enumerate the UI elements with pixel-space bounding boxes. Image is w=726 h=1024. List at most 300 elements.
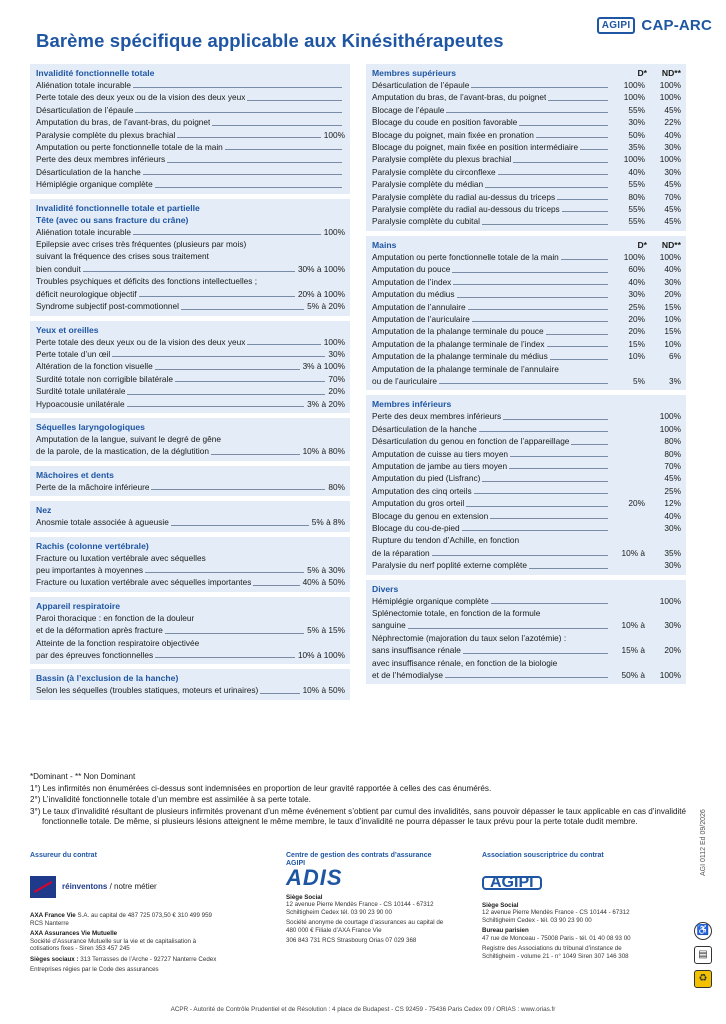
rate-dominant: 100% bbox=[623, 80, 645, 90]
rate-label: Désarticulation de la hanche bbox=[372, 423, 477, 434]
rate-row bbox=[372, 485, 681, 497]
rate-row bbox=[36, 348, 345, 360]
section-left-2 bbox=[30, 321, 350, 413]
rate-row bbox=[372, 153, 681, 165]
section-right-0 bbox=[366, 64, 686, 231]
rate-row bbox=[36, 433, 345, 445]
rate-value: 100% bbox=[323, 129, 345, 140]
rate-dominant: 55% bbox=[628, 104, 645, 115]
rate-non-dominant: 30% bbox=[664, 276, 681, 287]
brand-header bbox=[597, 17, 712, 34]
dotted-leader bbox=[452, 272, 608, 273]
section-title bbox=[36, 504, 345, 516]
rate-label: Paralysie complète du plexus brachial bbox=[372, 154, 512, 165]
footer-block bbox=[30, 852, 670, 1002]
dotted-leader bbox=[127, 394, 325, 395]
dotted-leader bbox=[561, 259, 608, 260]
rate-non-dominant: 45% bbox=[664, 204, 681, 215]
rate-non-dominant: 45% bbox=[664, 216, 681, 227]
rate-non-dominant: 45% bbox=[664, 179, 681, 190]
dotted-leader bbox=[260, 693, 299, 694]
rate-non-dominant: 100% bbox=[659, 423, 681, 434]
section-title bbox=[36, 540, 345, 552]
dotted-leader bbox=[462, 530, 608, 531]
rate-dominant: 15% bbox=[628, 338, 645, 349]
rate-non-dominant: 30% bbox=[664, 523, 681, 533]
dotted-leader bbox=[211, 454, 300, 455]
rate-value: 5% à 30% bbox=[307, 564, 345, 575]
dotted-leader bbox=[139, 296, 295, 297]
rate-row bbox=[36, 649, 345, 661]
footer-manager-heading: Centre de gestion des contrats d’assurance AGIPI bbox=[286, 852, 432, 867]
rate-label: et de l’hémodialyse bbox=[372, 670, 444, 681]
rate-label: Atteinte de la fonction respiratoire objectivée bbox=[36, 637, 200, 648]
rate-non-dominant: 80% bbox=[664, 436, 681, 447]
rate-dominant: 60% bbox=[628, 264, 645, 275]
dotted-leader bbox=[519, 125, 608, 126]
section-title-text: Invalidité fonctionnelle totale et partielle bbox=[36, 202, 200, 213]
rate-row bbox=[36, 79, 345, 91]
dotted-leader bbox=[468, 309, 608, 310]
section-title-text: Divers bbox=[372, 583, 399, 594]
rate-row bbox=[36, 300, 345, 312]
rate-row bbox=[372, 559, 681, 571]
rate-label: Néphrectomie (majoration du taux selon l’azotémie) : bbox=[372, 632, 567, 643]
agipi-paris-office: Bureau parisien 47 rue de Monceau - 75008 Paris - tél. 01 40 08 93 00 bbox=[482, 927, 631, 942]
rate-non-dominant: 6% bbox=[669, 351, 681, 362]
rate-dominant: 80% bbox=[628, 191, 645, 202]
rate-row bbox=[372, 595, 681, 607]
dotted-leader bbox=[171, 525, 309, 526]
rate-row bbox=[36, 178, 345, 190]
rate-row bbox=[372, 203, 681, 215]
rate-row bbox=[372, 325, 681, 337]
rate-row bbox=[372, 607, 681, 619]
rate-dominant: 20% bbox=[628, 498, 645, 509]
rate-row bbox=[372, 669, 681, 681]
axa-logo bbox=[30, 876, 220, 898]
page-title: Barème spécifique applicable aux Kinésithérapeutes bbox=[36, 30, 504, 51]
rate-non-dominant: 80% bbox=[664, 448, 681, 459]
rate-label: Blocage du genou en extension bbox=[372, 510, 489, 521]
footer-insurer bbox=[30, 852, 220, 974]
rate-label: Paralysie complète du cubital bbox=[372, 216, 480, 227]
rate-label: Amputation de cuisse au tiers moyen bbox=[372, 448, 509, 459]
section-title bbox=[36, 67, 345, 79]
rate-value: 10% à 80% bbox=[302, 446, 345, 457]
rate-label: Amputation ou perte fonctionnelle totale de la main bbox=[36, 142, 223, 153]
rate-value: 5% à 15% bbox=[307, 625, 345, 636]
rate-row bbox=[372, 472, 681, 484]
rate-value: 40% à 50% bbox=[302, 577, 345, 588]
section-title bbox=[36, 600, 345, 612]
footnotes bbox=[30, 772, 698, 829]
rate-label: de la réparation bbox=[372, 547, 430, 558]
left-column bbox=[30, 64, 350, 705]
rate-non-dominant: 10% bbox=[664, 313, 681, 324]
rate-label: Surdité totale unilatérale bbox=[36, 386, 126, 397]
dotted-leader bbox=[471, 87, 608, 88]
dotted-leader bbox=[571, 444, 608, 445]
section-title-text: Membres inférieurs bbox=[372, 399, 452, 410]
axa-france-vie-info: AXA France Vie S.A. au capital de 487 725 073,50 € 310 499 959 RCS Nanterre bbox=[30, 912, 212, 927]
header-non-dominant: ND** bbox=[661, 68, 681, 78]
rate-non-dominant: 10% bbox=[664, 338, 681, 349]
rate-row bbox=[372, 510, 681, 522]
rate-row bbox=[372, 263, 681, 275]
rate-label: Paralysie du nerf poplité externe complète bbox=[372, 560, 527, 571]
footer-manager bbox=[286, 852, 446, 945]
rate-row bbox=[36, 637, 345, 649]
section-subtitle-text: Tête (avec ou sans fracture du crâne) bbox=[36, 214, 189, 225]
rate-label: Amputation de l’annulaire bbox=[372, 301, 466, 312]
rate-dominant: 35% bbox=[628, 142, 645, 153]
rate-label: Surdité totale non corrigible bilatérale bbox=[36, 373, 173, 384]
section-title bbox=[36, 202, 345, 214]
rate-non-dominant: 100% bbox=[659, 154, 681, 165]
rate-dominant: 100% bbox=[623, 154, 645, 165]
rate-row bbox=[372, 116, 681, 128]
rate-non-dominant: 15% bbox=[664, 301, 681, 312]
axa-logo-mark bbox=[30, 876, 56, 898]
rate-value: 20% bbox=[328, 386, 345, 397]
rate-row bbox=[372, 632, 681, 644]
section-title bbox=[372, 239, 681, 251]
rate-row bbox=[372, 435, 681, 447]
rate-label: Hémiplégie organique complète bbox=[372, 595, 489, 606]
dotted-leader bbox=[474, 493, 608, 494]
rate-dominant: 5% bbox=[633, 375, 645, 386]
rate-label: bien conduit bbox=[36, 263, 81, 274]
recycle-bin-icon: ♻ bbox=[694, 970, 712, 988]
rate-label: Aliénation totale incurable bbox=[36, 80, 132, 90]
dotted-leader bbox=[503, 419, 608, 420]
footnote-1: 1°) Les infirmités non énumérées ci-dessus sont indemnisées en proportion de leur gravité rapportée à celles des cas énumérés. bbox=[30, 783, 492, 793]
dotted-leader bbox=[212, 125, 342, 126]
dotted-leader bbox=[580, 149, 608, 150]
rate-label: Désarticulation de la hanche bbox=[36, 166, 141, 177]
rate-row bbox=[372, 534, 681, 546]
axa-tagline: réinventons / notre métier bbox=[62, 882, 157, 892]
dotted-leader bbox=[463, 653, 608, 654]
rate-label: Désarticulation du genou en fonction de l’appareillage bbox=[372, 436, 570, 447]
rate-dominant: 55% bbox=[628, 216, 645, 227]
axa-mutuelle-info: AXA Assurances Vie Mutuelle Société d’Assurance Mutuelle sur la vie et de capitalisation à cotisations fixes - Siren 353 457 245 bbox=[30, 930, 197, 952]
section-title bbox=[36, 324, 345, 336]
section-title-text: Séquelles laryngologiques bbox=[36, 421, 145, 432]
dotted-leader bbox=[509, 468, 608, 469]
agipi-registry: Registre des Associations du tribunal d’instance de Schiltigheim - volume 21 - n° 1049 Siren 307 146 308 bbox=[482, 945, 629, 960]
rate-label: Amputation de la langue, suivant le degré de gêne bbox=[36, 433, 221, 444]
product-name: CAP-ARC bbox=[641, 17, 712, 34]
section-left-3 bbox=[30, 418, 350, 461]
rate-label: Perte de la mâchoire inférieure bbox=[36, 481, 150, 492]
rate-row bbox=[36, 288, 345, 300]
section-title-text: Mâchoires et dents bbox=[36, 469, 114, 480]
dotted-leader bbox=[181, 309, 304, 310]
rate-row bbox=[372, 497, 681, 509]
section-title-text: Nez bbox=[36, 505, 52, 516]
rate-row bbox=[36, 129, 345, 141]
rate-label: Blocage de l’épaule bbox=[372, 104, 445, 115]
rate-non-dominant: 12% bbox=[664, 498, 681, 509]
wheelchair-icon: ♿ bbox=[694, 922, 712, 940]
rate-row bbox=[372, 423, 681, 435]
header-non-dominant: ND** bbox=[661, 239, 681, 250]
rate-label: suivant la fréquence des crises sous traitement bbox=[36, 251, 209, 262]
rate-value: 100% bbox=[323, 336, 345, 347]
rate-label: Epilepsie avec crises très fréquentes (plusieurs par mois) bbox=[36, 239, 247, 250]
rate-value: 20% à 100% bbox=[297, 288, 345, 299]
rate-label: Amputation du pied (Lisfranc) bbox=[372, 473, 481, 484]
rate-row bbox=[372, 288, 681, 300]
rate-row bbox=[372, 410, 681, 422]
axa-code-note: Entreprises régies par le Code des assurances bbox=[30, 966, 159, 973]
rate-row bbox=[372, 215, 681, 227]
section-left-0 bbox=[30, 64, 350, 194]
rate-value: 80% bbox=[328, 481, 345, 492]
rate-dominant: 30% bbox=[628, 117, 645, 128]
rate-row bbox=[36, 398, 345, 410]
rate-non-dominant: 70% bbox=[664, 191, 681, 202]
rate-non-dominant: 100% bbox=[659, 92, 681, 103]
dotted-leader bbox=[490, 518, 608, 519]
rate-row bbox=[372, 657, 681, 669]
rate-non-dominant: 30% bbox=[664, 620, 681, 631]
rate-dominant: 10% à bbox=[621, 547, 645, 558]
rate-row bbox=[36, 445, 345, 457]
footnote-legend: *Dominant - ** Non Dominant bbox=[30, 772, 136, 781]
footer-insurer-heading: Assureur du contrat bbox=[30, 852, 97, 859]
dotted-leader bbox=[457, 297, 608, 298]
rate-label: Paralysie complète du médian bbox=[372, 179, 484, 190]
dotted-leader bbox=[225, 149, 342, 150]
rate-row bbox=[36, 104, 345, 116]
dotted-leader bbox=[491, 603, 608, 604]
section-title bbox=[372, 67, 681, 79]
dotted-leader bbox=[145, 572, 304, 573]
adis-siege: Siège Social 12 avenue Pierre Mendès France - CS 10144 - 67312 Schiltigheim Cedex tél. 03 90 23 90 00 bbox=[286, 893, 434, 916]
dotted-leader bbox=[247, 100, 342, 101]
dotted-leader bbox=[155, 369, 300, 370]
rate-value: 100% bbox=[323, 226, 345, 237]
dotted-leader bbox=[547, 346, 608, 347]
agipi-logo: AGIPI bbox=[597, 17, 636, 34]
rate-row bbox=[36, 684, 345, 696]
adis-company-info: Société anonyme de courtage d’assurances au capital de 480 000 € Filiale d’AXA France Vie bbox=[286, 919, 444, 934]
rate-dominant: 20% bbox=[628, 326, 645, 337]
rate-label: Paralysie complète du radial au-dessus du triceps bbox=[372, 191, 556, 202]
dotted-leader bbox=[112, 356, 325, 357]
rate-row bbox=[372, 448, 681, 460]
rate-value: 30% bbox=[328, 348, 345, 359]
rate-row bbox=[372, 251, 681, 263]
section-title-text: Bassin (à l’exclusion de la hanche) bbox=[36, 673, 179, 684]
rate-value: 10% à 50% bbox=[302, 685, 345, 696]
dotted-leader bbox=[557, 199, 608, 200]
rate-label: Fracture ou luxation vertébrale avec séquelles bbox=[36, 552, 206, 563]
rate-dominant: 100% bbox=[623, 92, 645, 103]
rate-row bbox=[36, 263, 345, 275]
rate-non-dominant: 100% bbox=[659, 411, 681, 422]
dotted-leader bbox=[177, 137, 320, 138]
rate-row bbox=[36, 564, 345, 576]
rate-row bbox=[372, 375, 681, 387]
dotted-leader bbox=[485, 187, 608, 188]
section-subtitle bbox=[36, 214, 345, 226]
dotted-leader bbox=[445, 677, 608, 678]
dotted-leader bbox=[529, 568, 608, 569]
dotted-leader bbox=[83, 271, 295, 272]
dotted-leader bbox=[133, 87, 342, 88]
rate-row bbox=[372, 79, 681, 91]
rate-label: Désarticulation de l’épaule bbox=[36, 104, 134, 115]
dotted-leader bbox=[167, 162, 342, 163]
rate-dominant: 55% bbox=[628, 179, 645, 190]
rate-row bbox=[36, 373, 345, 385]
rate-row bbox=[372, 191, 681, 203]
dotted-leader bbox=[562, 211, 608, 212]
section-title bbox=[36, 469, 345, 481]
rate-label: Amputation du gros orteil bbox=[372, 498, 465, 509]
dotted-leader bbox=[482, 224, 608, 225]
rate-label: et de la déformation après fracture bbox=[36, 625, 163, 636]
rate-non-dominant: 70% bbox=[664, 460, 681, 471]
rate-value: 30% à 100% bbox=[297, 263, 345, 274]
section-title-text: Rachis (colonne vertébrale) bbox=[36, 540, 149, 551]
rate-label: Amputation du bras, de l’avant-bras, du poignet bbox=[372, 92, 547, 103]
rate-label: Perte totale des deux yeux ou de la vision des deux yeux bbox=[36, 92, 246, 103]
rate-label: Amputation du bras, de l’avant-bras, du poignet bbox=[36, 117, 211, 128]
section-title-text: Membres supérieurs bbox=[372, 68, 457, 78]
rate-value: 5% à 8% bbox=[311, 517, 345, 528]
rate-row bbox=[36, 275, 345, 287]
footnote-3: 3°) Le taux d’invalidité résultant de plusieurs infirmités provenant d’un même événement s’obtient par cumul des invalidités, sans pouvoir dépasser le taux applicable en cas d’invalidité fonctionnelle totale. De même, si plusieurs lésions atteignent le même membre, le taux d’invalidité ne pourra dépasser le taux prévu pour la perte totale dudit membre. bbox=[30, 806, 687, 827]
section-left-8 bbox=[30, 669, 350, 699]
rate-row bbox=[372, 141, 681, 153]
rate-label: Blocage du poignet, main fixée en pronation bbox=[372, 129, 534, 140]
dotted-leader bbox=[165, 633, 304, 634]
rate-row bbox=[36, 91, 345, 103]
dotted-leader bbox=[479, 431, 608, 432]
rate-row bbox=[36, 385, 345, 397]
section-title-text: Mains bbox=[372, 239, 397, 250]
rate-label: Perte des deux membres inférieurs bbox=[372, 411, 502, 422]
dotted-leader bbox=[466, 506, 608, 507]
rate-label: Perte totale des deux yeux ou de la vision des deux yeux bbox=[36, 336, 246, 347]
rate-row bbox=[36, 624, 345, 636]
rate-non-dominant: 3% bbox=[669, 375, 681, 386]
rate-label: Anosmie totale associée à agueusie bbox=[36, 517, 169, 528]
rate-label: Hémiplégie organique complète bbox=[36, 179, 153, 190]
rate-non-dominant: 15% bbox=[664, 326, 681, 337]
rate-label: Paroi thoracique : en fonction de la douleur bbox=[36, 612, 195, 623]
rate-non-dominant: 30% bbox=[664, 560, 681, 571]
dotted-leader bbox=[550, 359, 608, 360]
rate-label: peu importantes à moyennes bbox=[36, 564, 144, 575]
rate-non-dominant: 100% bbox=[659, 670, 681, 681]
section-title-text: Yeux et oreilles bbox=[36, 324, 99, 335]
rate-value: 5% à 20% bbox=[307, 301, 345, 312]
dotted-leader bbox=[127, 406, 305, 407]
axa-headquarters: Sièges sociaux : 313 Terrasses de l’Arche - 92727 Nanterre Cedex bbox=[30, 955, 217, 963]
dotted-leader bbox=[498, 174, 608, 175]
dotted-leader bbox=[513, 162, 608, 163]
rate-label: Perte totale d’un œil bbox=[36, 348, 111, 359]
document-reference: AGI 0112 Ed 09/2026 bbox=[700, 809, 707, 876]
rate-value: 10% à 100% bbox=[297, 650, 345, 660]
rate-label: avec insuffisance rénale, en fonction de la biologie bbox=[372, 657, 558, 668]
rate-row bbox=[372, 91, 681, 103]
rate-label: sans insuffisance rénale bbox=[372, 645, 461, 656]
agipi-siege: Siège Social 12 avenue Pierre Mendès France - CS 10144 - 67312 Schiltigheim Cedex - tél. 03 90 23 90 00 bbox=[482, 901, 630, 924]
rate-label: Amputation de la phalange terminale de l’annulaire bbox=[372, 363, 559, 374]
rate-label: Hypoacousie unilatérale bbox=[36, 398, 125, 409]
rate-non-dominant: 20% bbox=[664, 645, 681, 656]
rate-row bbox=[36, 250, 345, 262]
rate-dominant: 10% à bbox=[621, 620, 645, 631]
rate-row bbox=[36, 481, 345, 493]
rate-label: déficit neurologique objectif bbox=[36, 288, 137, 299]
rate-non-dominant: 45% bbox=[664, 104, 681, 115]
rate-dominant: 25% bbox=[628, 301, 645, 312]
agipi-footer-logo: AGIPI bbox=[482, 876, 542, 890]
dotted-leader bbox=[247, 344, 320, 345]
dotted-leader bbox=[548, 100, 608, 101]
rate-row bbox=[36, 238, 345, 250]
header-dominant: D* bbox=[637, 68, 647, 78]
rate-dominant: 100% bbox=[623, 251, 645, 262]
adis-logo: ADIS bbox=[286, 865, 343, 890]
rate-label: ou de l’auriculaire bbox=[372, 375, 438, 386]
rate-label: par des épreuves fonctionnelles bbox=[36, 650, 154, 660]
rate-non-dominant: 22% bbox=[664, 117, 681, 128]
dotted-leader bbox=[439, 383, 608, 384]
dotted-leader bbox=[143, 174, 342, 175]
rate-row bbox=[372, 313, 681, 325]
rate-label: Amputation de la phalange terminale de l’index bbox=[372, 338, 545, 349]
rate-row bbox=[372, 460, 681, 472]
dotted-leader bbox=[175, 381, 325, 382]
rate-label: Splénectomie totale, en fonction de la formule bbox=[372, 608, 541, 619]
rate-non-dominant: 100% bbox=[659, 595, 681, 606]
rate-non-dominant: 20% bbox=[664, 289, 681, 300]
rate-label: Amputation du médius bbox=[372, 289, 455, 300]
dotted-leader bbox=[253, 585, 299, 586]
rate-dominant: 40% bbox=[628, 276, 645, 287]
rate-label: Blocage du coude en position favorable bbox=[372, 117, 518, 128]
section-title bbox=[372, 583, 681, 595]
rate-label: Blocage du cou-de-pied bbox=[372, 523, 460, 533]
footer-association-heading: Association souscriptrice du contrat bbox=[482, 852, 604, 859]
section-title bbox=[372, 398, 681, 410]
rate-label: Amputation ou perte fonctionnelle totale de la main bbox=[372, 251, 559, 262]
dotted-leader bbox=[408, 628, 608, 629]
rate-row bbox=[36, 226, 345, 238]
rate-non-dominant: 100% bbox=[659, 251, 681, 262]
section-left-4 bbox=[30, 466, 350, 496]
rate-label: Syndrome subjectif post-commotionnel bbox=[36, 301, 179, 312]
dotted-leader bbox=[510, 456, 608, 457]
rate-row bbox=[372, 178, 681, 190]
rate-label: Aliénation totale incurable bbox=[36, 226, 132, 237]
rate-label: Blocage du poignet, main fixée en position intermédiaire bbox=[372, 142, 579, 153]
rate-row bbox=[36, 612, 345, 624]
rate-value: 70% bbox=[328, 373, 345, 384]
rate-label: Selon les séquelles (troubles statiques, moteurs et urinaires) bbox=[36, 685, 259, 696]
rate-label: Amputation des cinq orteils bbox=[372, 485, 472, 496]
dotted-leader bbox=[155, 657, 295, 658]
